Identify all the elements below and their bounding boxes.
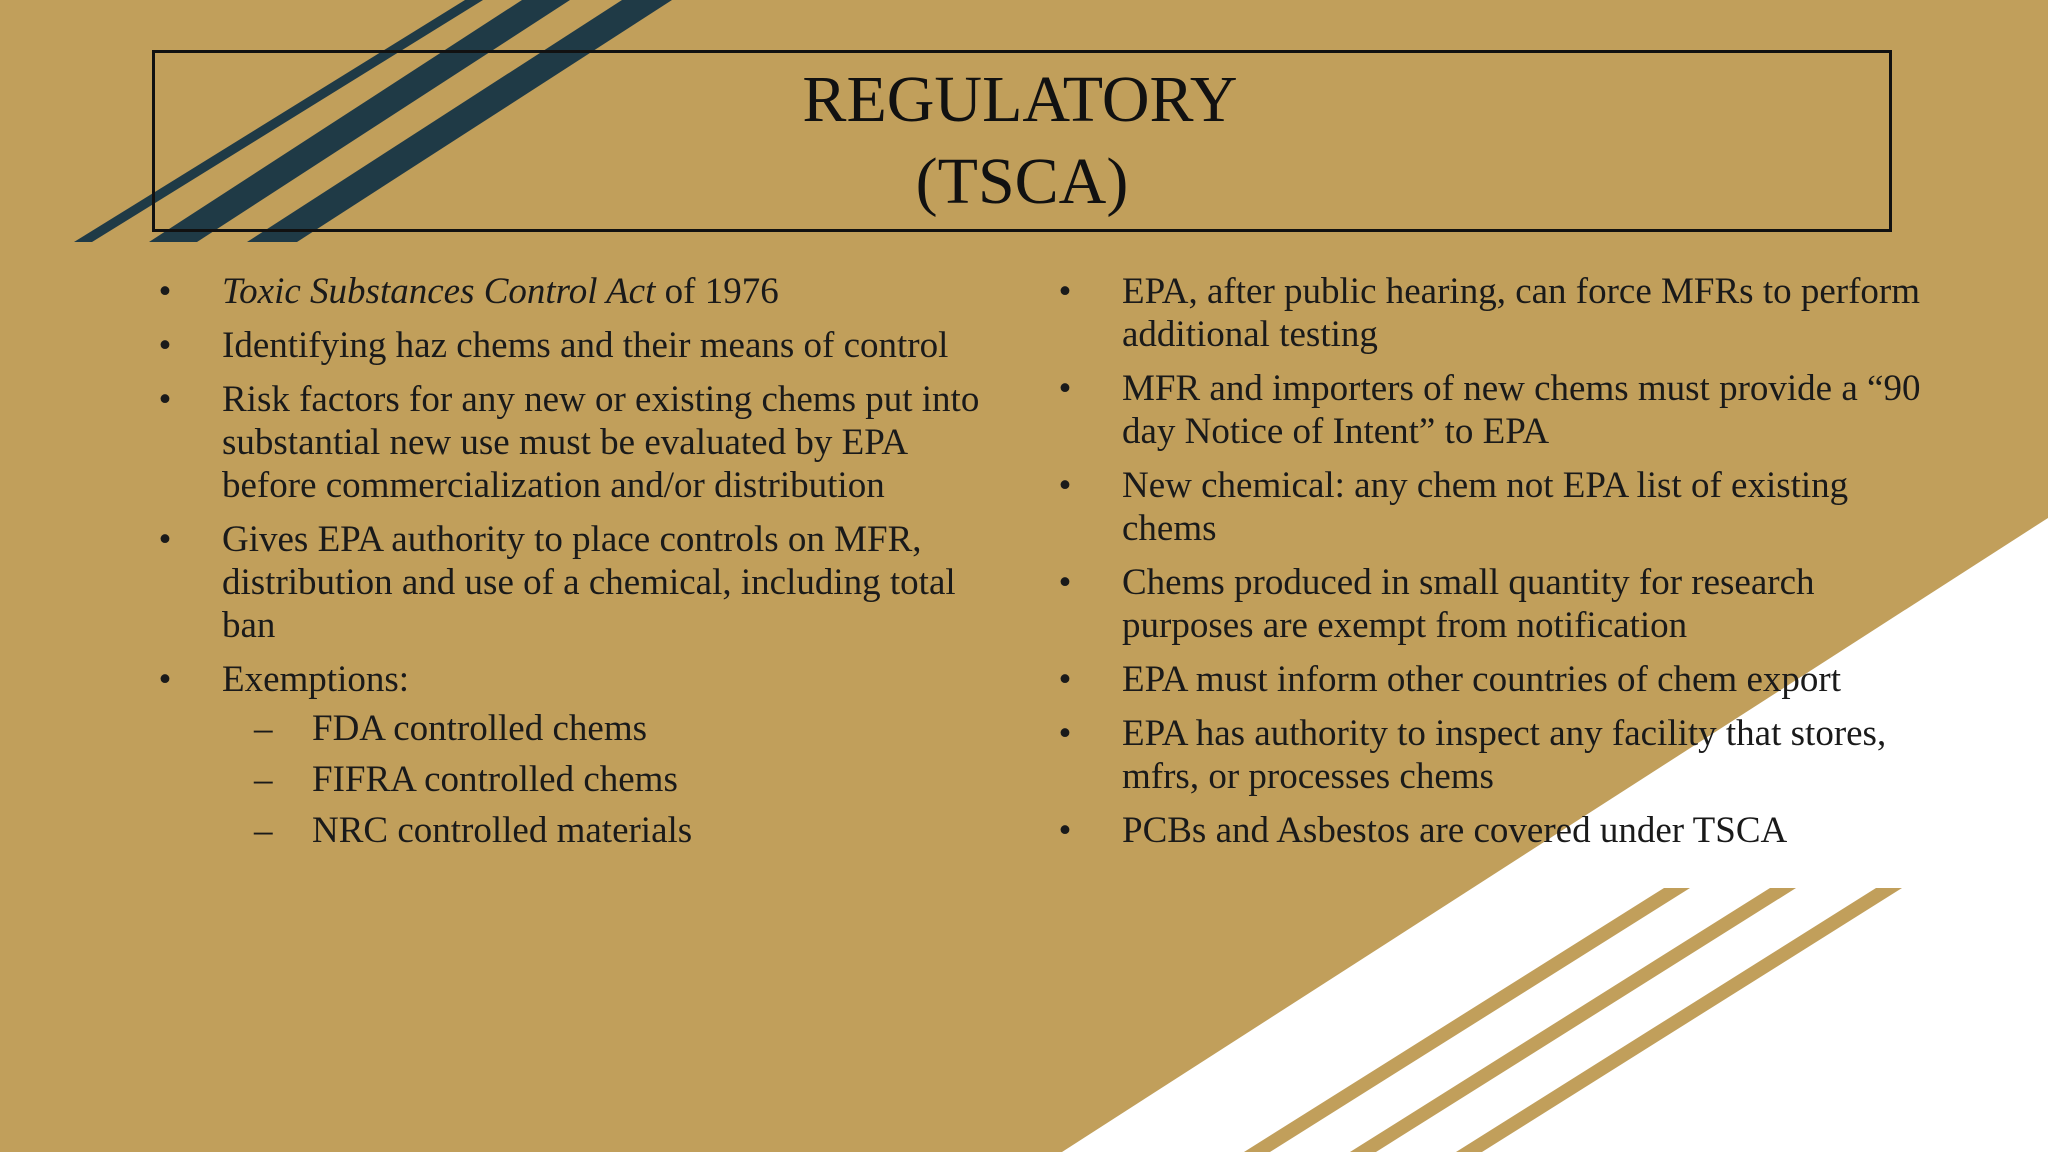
bullet-dot: •	[1058, 368, 1072, 409]
bullet-dot: •	[158, 271, 172, 312]
exemption-text: FIFRA controlled chems	[312, 759, 678, 800]
bullet-text: Gives EPA authority to place controls on MFR, distribution and use of a chemical, including total ban	[222, 519, 956, 646]
act-name: Toxic Substances Control Act	[222, 271, 656, 312]
bullet-dot: •	[1058, 271, 1072, 312]
right-bullet-7	[1050, 809, 1930, 852]
right-bullet-1	[1050, 270, 1930, 356]
bullet-dot: •	[158, 659, 172, 700]
bullet-text: Chems produced in small quantity for research purposes are exempt from notification	[1122, 562, 1815, 646]
right-bullet-3	[1050, 464, 1930, 550]
bullet-dot: •	[1058, 465, 1072, 506]
title-box	[152, 50, 1892, 232]
bullet-dot: •	[1058, 562, 1072, 603]
bullet-text: Exemptions:	[222, 659, 410, 700]
left-bullet-list	[150, 270, 1000, 863]
dash-marker: –	[254, 810, 273, 851]
right-bullet-5	[1050, 658, 1930, 701]
bullet-dot: •	[1058, 659, 1072, 700]
left-bullet-3	[150, 378, 1000, 507]
slide-subtitle: (TSCA)	[915, 145, 1129, 218]
dash-marker: –	[254, 708, 273, 749]
exemption-text: NRC controlled materials	[312, 810, 693, 851]
bullet-text: EPA, after public hearing, can force MFRs to perform additional testing	[1122, 271, 1921, 355]
dash-marker: –	[254, 759, 273, 800]
bullet-text: EPA must inform other countries of chem export	[1122, 659, 1841, 700]
left-bullet-5	[150, 658, 1000, 852]
right-bullet-4	[1050, 561, 1930, 647]
bullet-text: Identifying haz chems and their means of control	[222, 325, 949, 366]
bullet-dot: •	[158, 519, 172, 560]
act-year: of 1976	[655, 271, 779, 312]
bullet-dot: •	[158, 379, 172, 420]
exemption-item-2	[222, 758, 1000, 801]
left-bullet-4	[150, 518, 1000, 647]
bullet-dot: •	[158, 325, 172, 366]
right-bullet-list	[1050, 270, 1930, 863]
bullet-dot: •	[1058, 713, 1072, 754]
left-bullet-1	[150, 270, 1000, 313]
exemptions-list	[222, 707, 1000, 852]
bullet-text: Risk factors for any new or existing chems put into substantial new use must be evaluated by EPA before commercialization and/or distribution	[222, 379, 980, 506]
exemption-item-3	[222, 809, 1000, 852]
bullet-text: PCBs and Asbestos are covered under TSCA	[1122, 810, 1788, 851]
right-bullet-6	[1050, 712, 1930, 798]
right-bullet-2	[1050, 367, 1930, 453]
exemption-text: FDA controlled chems	[312, 708, 648, 749]
left-bullet-2	[150, 324, 1000, 367]
exemption-item-1	[222, 707, 1000, 750]
bullet-text: MFR and importers of new chems must provide a “90 day Notice of Intent” to EPA	[1122, 368, 1921, 452]
bullet-text: EPA has authority to inspect any facility that stores, mfrs, or processes chems	[1122, 713, 1887, 797]
bullet-dot: •	[1058, 810, 1072, 851]
slide-title: REGULATORY	[802, 63, 1238, 136]
bullet-text: New chemical: any chem not EPA list of existing chems	[1122, 465, 1849, 549]
